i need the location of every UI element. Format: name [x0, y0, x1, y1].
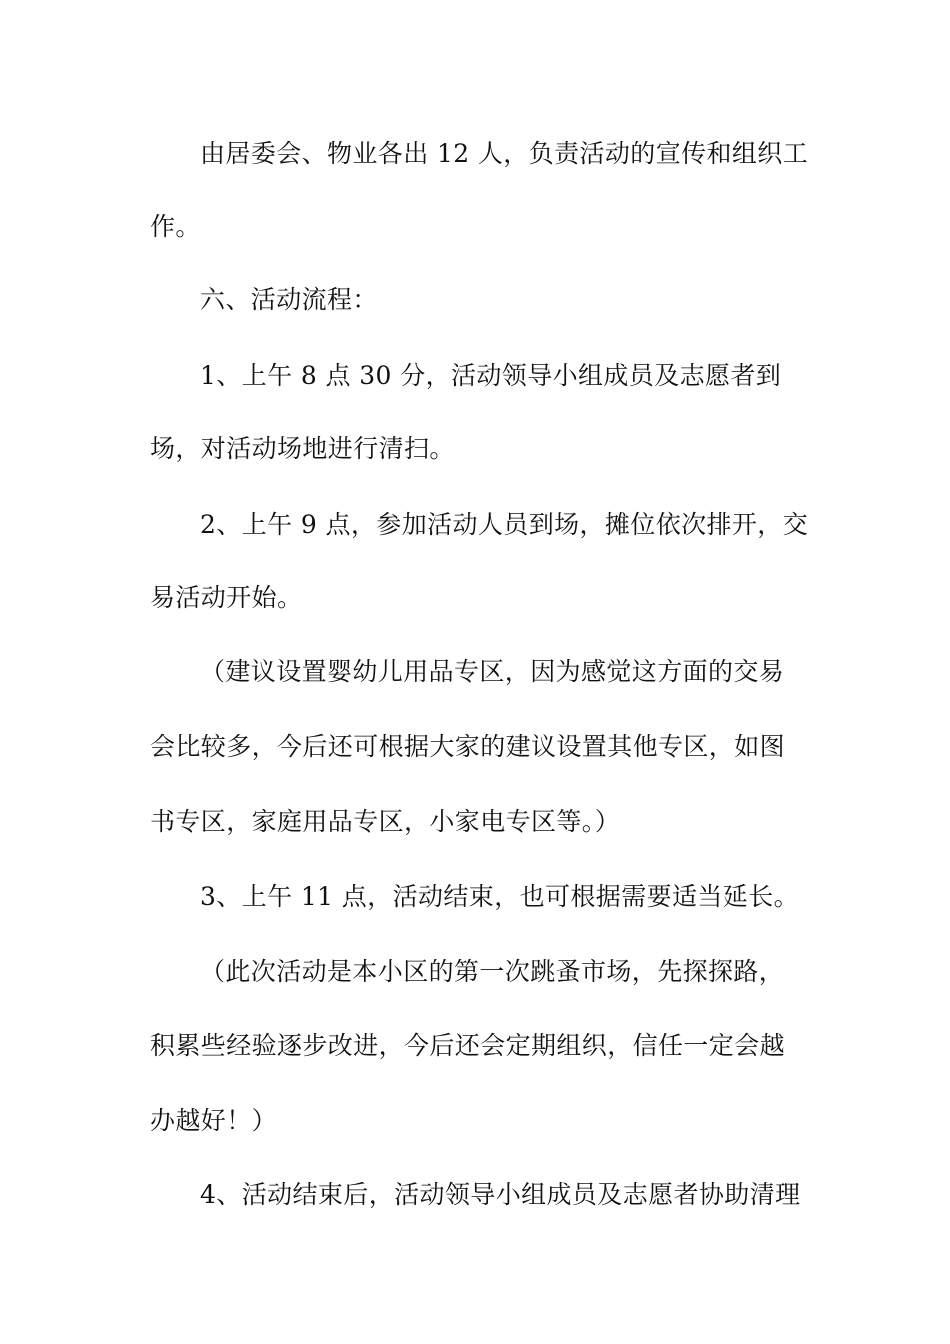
section-heading: 六、活动流程：	[200, 285, 378, 314]
paragraph-line: 书专区，家庭用品专区，小家电专区等。）	[150, 807, 621, 836]
paragraph-line: （此次活动是本小区的第一次跳蚤市场，先探探路，	[200, 957, 785, 986]
paragraph-line: 会比较多，今后还可根据大家的建议设置其他专区，如图	[150, 732, 786, 761]
paragraph-line: 作。	[150, 212, 201, 241]
paragraph-line: 积累些经验逐步改进，今后还会定期组织，信任一定会越	[150, 1031, 786, 1060]
paragraph-line: 易活动开始。	[150, 583, 303, 612]
paragraph-line: 场，对活动场地进行清扫。	[150, 434, 455, 463]
paragraph-line: 4、活动结束后，活动领导小组成员及志愿者协助清理	[200, 1180, 801, 1209]
paragraph-line: 由居委会、物业各出 12 人，负责活动的宣传和组织工	[200, 139, 809, 168]
paragraph-line: 1、上午 8 点 30 分，活动领导小组成员及志愿者到	[200, 361, 782, 390]
paragraph-line: （建议设置婴幼儿用品专区，因为感觉这方面的交易	[200, 657, 785, 686]
paragraph-line: 3、上午 11 点，活动结束，也可根据需要适当延长。	[200, 882, 800, 911]
paragraph-line: 办越好！）	[150, 1106, 278, 1135]
paragraph-line: 2、上午 9 点，参加活动人员到场，摊位依次排开，交	[200, 510, 809, 539]
